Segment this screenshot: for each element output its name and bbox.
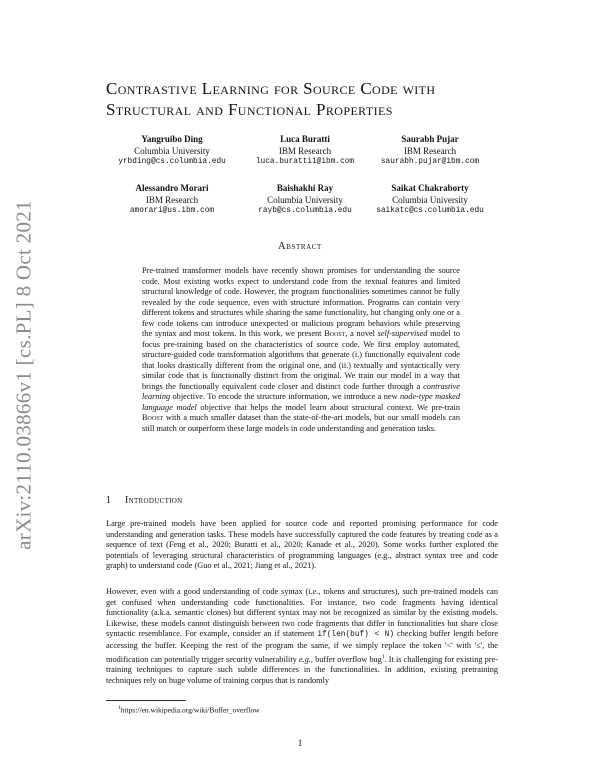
title-line-1: Contrastive Learning for Source Code with [106, 79, 436, 98]
body-text: ' with ' [451, 640, 477, 650]
abstract-heading: Abstract [278, 241, 322, 252]
arxiv-identifier: arXiv:2110.03866v1 [cs.PL] 8 Oct 2021 [11, 200, 36, 550]
footnote-number: 1 [118, 705, 121, 711]
abstract-body [142, 266, 460, 434]
author-email: saikatc@cs.columbia.edu [376, 207, 484, 215]
abstract-text: with a much smaller dataset than the state-of-the-art models, but our small models can still match or outperform these large models in code understanding and generation tasks. [142, 413, 460, 433]
author-affiliation: IBM Research [145, 194, 199, 205]
section-title: Introduction [125, 495, 183, 506]
author-affiliation: Columbia University [392, 194, 468, 205]
author-block [350, 134, 510, 169]
author-email: saurabh.pujar@ibm.com [380, 158, 480, 166]
author-email: yrbding@cs.columbia.edu [118, 158, 226, 166]
author-name: Yangruibo Ding [141, 134, 203, 144]
author-email: amorari@us.ibm.com [129, 207, 215, 215]
abstract-text: objective. To encode the structure information, we introduce a new [170, 392, 400, 401]
abstract-text: model to focus pre-training based on the characteristics of source code. We first employ automated, structure-guided code transformation algorithms that generate (i.) functionally equivalent code that looks drastically different from the original one, and (ii.) textually and syntactically very similar code that is functionally distinct from the original. We train our model in a way that brings the functionally equivalent code closer and distinct code further through a [142, 329, 460, 391]
body-text: However, even with a good understanding of code syntax ( [106, 587, 309, 596]
footnote-marker[interactable]: 1 [381, 653, 385, 660]
inline-code: if(len(buf) < N) [317, 631, 395, 640]
author-email: rayb@cs.columbia.edu [258, 207, 352, 215]
page-number: 1 [297, 738, 303, 748]
author-name: Saikat Chakraborty [391, 183, 469, 193]
emphasis: self-supervised [377, 329, 428, 338]
section-heading [106, 495, 182, 506]
inline-token: ≤ [476, 640, 481, 650]
intro-paragraph-1: Large pre-trained models have been applied for source code and reported promising performance for code understanding and generation tasks. These models have successfully captured the code features by treating code as a sequence of text (Feng et al., 2020; Buratti et al., 2020; Kanade et al., 2020). Some works further explored the potentials of leveraging structural characteristics of programming languages (e.g., abstract syntax tree and code graph) to understand code (Guo et al., 2021; Jiang et al., 2021). [106, 519, 498, 571]
footnote-divider [106, 700, 186, 701]
author-name: Luca Buratti [280, 134, 330, 144]
model-name: Boost [324, 329, 346, 338]
footnote-link[interactable]: https://en.wikipedia.org/wiki/Buffer_overflow [120, 705, 260, 715]
emphasis: contrastive learning [142, 381, 460, 401]
author-name: Saurabh Pujar [401, 134, 459, 144]
emphasis: e.g. [298, 654, 311, 664]
author-affiliation: IBM Research [278, 145, 332, 156]
body-text: , tokens and structures), such pre-trained models can get confused when understanding code functionalities. For instance, two code fragments having identical functionality (a.k.a. semantic clones) but different syntax may not be recognized as similar by the existing models. Likewise, these models cannot distinguish between two code fragments that differ in functionalities but share close syntactic resemblance. For example, consider an if statement [106, 587, 498, 639]
model-name: Boost [142, 413, 164, 422]
paper-title [106, 78, 526, 120]
section-number: 1 [106, 495, 112, 506]
title-line-2: Structural and Functional Properties [106, 100, 393, 119]
inline-token: < [446, 640, 452, 650]
emphasis: i.e. [308, 587, 319, 596]
author-affiliation: Columbia University [267, 194, 343, 205]
body-text: ', the modification can potentially trigger security vulnerability [106, 640, 498, 664]
body-text: , buffer overflow bug [310, 654, 382, 664]
author-name: Alessandro Morari [135, 183, 209, 193]
author-email: luca.buratti1@ibm.com [255, 158, 355, 166]
abstract-text: Pre-trained transformer models have recently shown promises for understanding the source code. Most existing works expect to understand code from the textual features and limited structural knowledge of code. However, the program functionalities sometimes cannot be fully revealed by the code sequence, even with structure information. Programs can contain very different tokens and structures while sharing the same functionality, but changing only one or a few code tokens can introduce unexpected or malicious program behaviors while preserving the syntax and most tokens. In this work, we present [142, 266, 460, 338]
footnote [118, 705, 260, 715]
abstract-text: objective that helps the model learn about structural context. We pre-train [196, 402, 460, 412]
abstract-text: , a novel [345, 329, 378, 338]
intro-paragraph-2 [106, 587, 498, 686]
arxiv-sidebar-stamp [2, 140, 46, 610]
author-affiliation: Columbia University [134, 145, 210, 156]
body-text: checking buffer length before accessing the buffer. Keeping the rest of the program the same, if we simply replace the token ' [106, 629, 498, 650]
author-name: Baishakhi Ray [276, 183, 334, 193]
author-block [350, 183, 510, 218]
body-text: . It is challenging for existing pre-training techniques to capture such subtle differences in the functionalities. In addition, existing pretraining techniques rely on huge volume of training corpus that is randomly [106, 654, 498, 685]
emphasis: node-type masked language model [142, 392, 460, 412]
author-affiliation: IBM Research [403, 145, 457, 156]
